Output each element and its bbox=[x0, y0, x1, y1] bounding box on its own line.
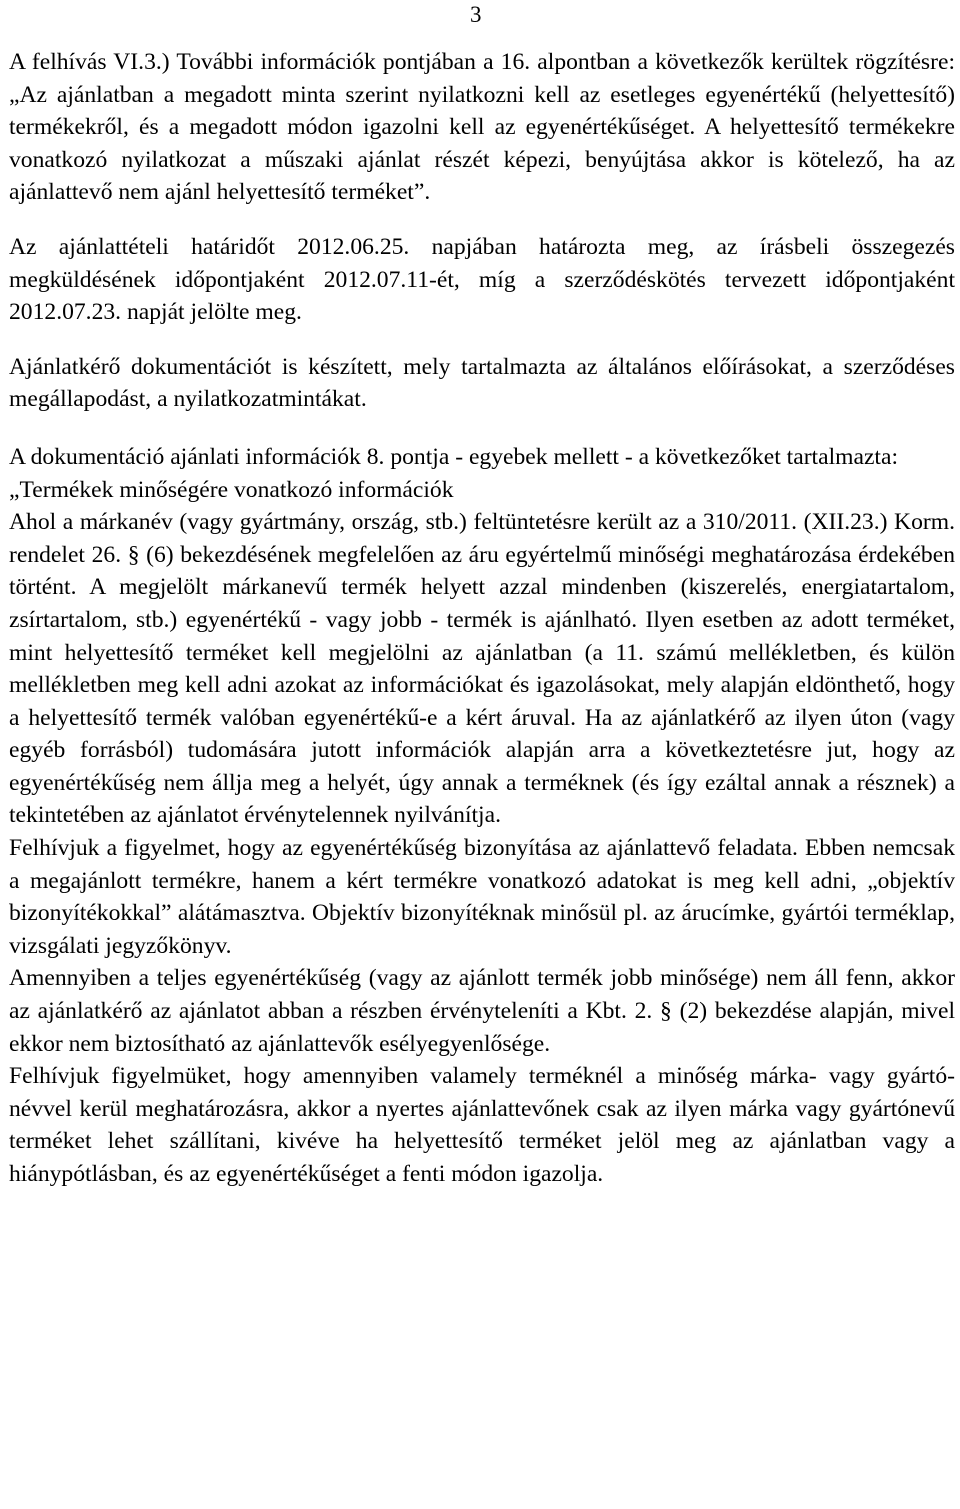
paragraph-equivalence-proof: Felhívjuk a figyelmet, hogy az egyenértékűség bizonyítása az ajánlattevő feladata. Ebben nemcsak a megajánlott termékre, hanem a kért termékre vonatkozó adatokat is meg kell adni, „objektív bizonyítékokkal” alátámasztva. Objektív bizonyítéknak minősül pl. az árucímke, gyártói terméklap, vizsgálati jegyzőkönyv. bbox=[9, 835, 955, 959]
page-number: 3 bbox=[470, 2, 482, 27]
paragraph-delivery: Felhívjuk figyelmüket, hogy amennyiben valamely terméknél a minőség márka- vagy gyártó-névvel kerül meghatározásra, akkor a nyertes ajánlattevőnek csak az ilyen márka vagy gyártónevű terméket lehet szállítani, kivéve ha helyettesítő terméket jelöl meg az ajánlatban vagy a hiánypótlásban, és az egyenértékűséget a fenti módon igazolja. bbox=[9, 1063, 955, 1187]
paragraph-documentation: Ajánlatkérő dokumentációt is készített, mely tartalmazta az általános előírásokat, a szerződéses megállapodást, a nyilatkozatmintákat. bbox=[9, 353, 955, 413]
paragraph-brand-names: Ahol a márkanév (vagy gyártmány, ország, stb.) feltüntetésre került az a 310/2011. (XII.23.) Korm. rendelet 26. § (6) bekezdésének megfelelően az áru egyértelmű minőségi meghatározása érdekében történt. A megjelölt márkanevű termék helyett azzal mindenben (kiszerelés, energiatartalom, zsírtartalom, stb.) egyenértékű - vagy jobb - termék is ajánlható. Ilyen esetben az adott terméket, mint helyettesítő terméket kell megjelölni az ajánlatban (a 11. számú mellékletben, és külön mellékletben meg kell adni azokat az információkat és igazolásokat, mely alapján eldönthető, hogy a helyettesítő termék valóban egyenértékű-e a kért áruval. Ha az ajánlatkérő az ilyen úton (vagy egyéb forrásból) tudomására jutott információk alapján arra a következtetésre jut, hogy az egyenértékűség nem állja meg a helyét, úgy annak a terméknek (és így ezáltal annak a résznek) a tekintetében az ajánlatot érvénytelennek nyilvánítja. bbox=[9, 509, 955, 829]
quote-heading: „Termékek minőségére vonatkozó információk bbox=[9, 476, 454, 503]
paragraph-invalidity: Amennyiben a teljes egyenértékűség (vagy az ajánlott termék jobb minősége) nem áll fenn, akkor az ajánlatkérő az ajánlatot abban a részben érvényteleníti a Kbt. 2. § (2) bekezdése alapján, mivel ekkor nem biztosítható az ajánlattevők esélyegyenlősége. bbox=[9, 965, 955, 1057]
document-body bbox=[9, 46, 955, 1191]
paragraph-call-reference: A felhívás VI.3.) További információk pontjában a 16. alpontban a következők kerültek rögzítésre: „Az ajánlatban a megadott minta szerint nyilatkozni kell az esetleges egyenértékű (helyettesítő) termékekről, és a megadott módon igazolni kell az egyenértékűséget. A helyettesítő termékekre vonatkozó nyilatkozat a műszaki ajánlat részét képezi, benyújtása akkor is kötelező, ha az ajánlattevő nem ajánl helyettesítő terméket”. bbox=[9, 49, 955, 206]
paragraph-deadlines: Az ajánlattételi határidőt 2012.06.25. napjában határozta meg, az írásbeli összegezés megküldésének időpontjaként 2012.07.11-ét, míg a szerződéskötés tervezett időpontjaként 2012.07.23. napját jelölte meg. bbox=[9, 233, 955, 326]
paragraph-documentation-point-8: A dokumentáció ajánlati információk 8. pontja - egyebek mellett - a következőket tartalmazta: bbox=[9, 443, 899, 470]
